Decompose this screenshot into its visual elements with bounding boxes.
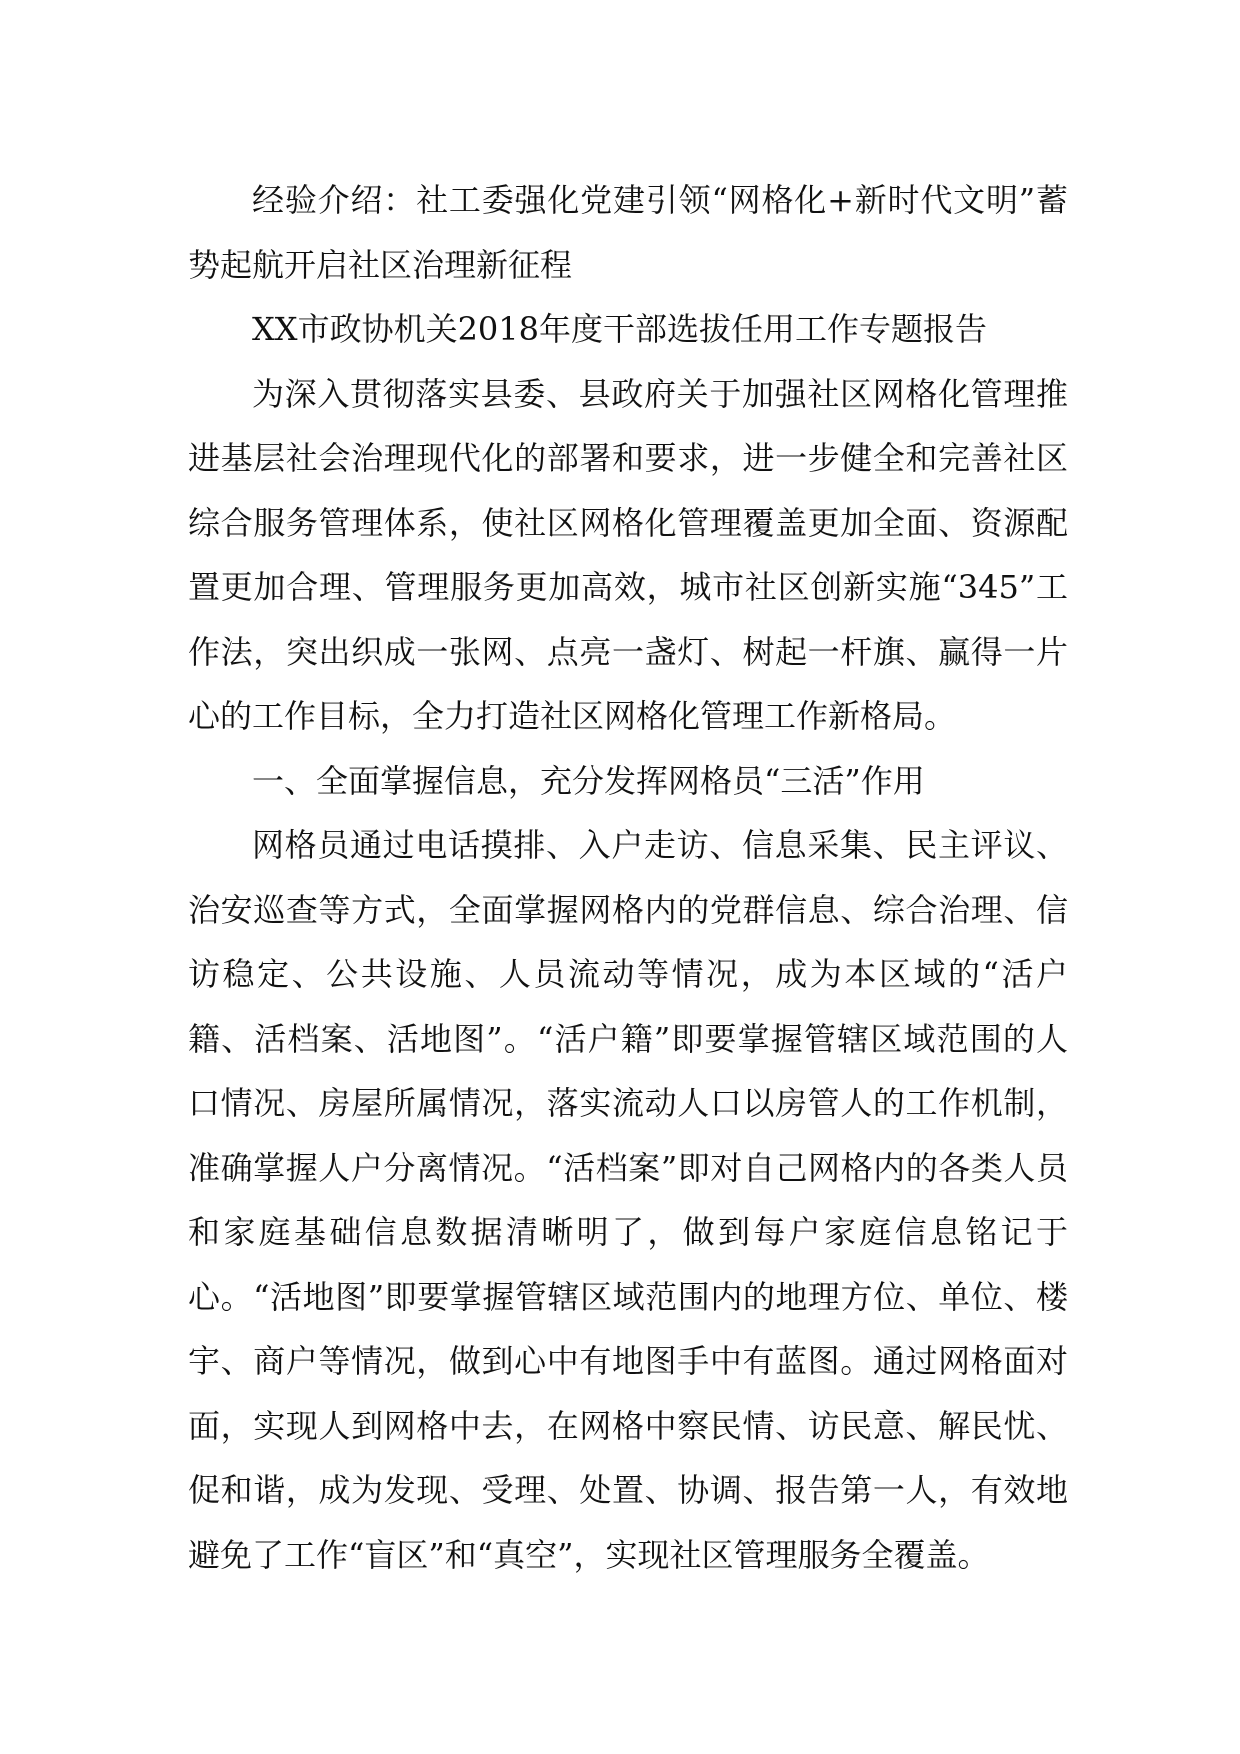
section-heading-1: 一、全面掌握信息，充分发挥网格员“三活”作用 bbox=[252, 761, 925, 800]
paragraph-section-1: 网格员通过电话摸排、入户走访、信息采集、民主评议、治安巡查等方式，全面掌握网格内的党群信息、综合治理、信访稳定、公共设施、人员流动等情况，成为本区域的“活户籍、活档案、活地图”。“活户籍”即要掌握管辖区域范围的人口情况、房屋所属情况，落实流动人口以房管人的工作机制，准确掌握人户分离情况。“活档案”即对自己网格内的各类人员和家庭基础信息数据清晰明了，做到每户家庭信息铭记于心。“活地图”即要掌握管辖区域范围内的地理方位、单位、楼宇、商户等情况，做到心中有地图手中有蓝图。通过网格面对面，实现人到网格中去，在网格中察民情、访民意、解民忧、促和谐，成为发现、受理、处置、协调、报告第一人，有效地避免了工作“盲区”和“真空”，实现社区管理服务全覆盖。 bbox=[188, 826, 1068, 1574]
document-subtitle: XX市政协机关2018年度干部选拔任用工作专题报告 bbox=[252, 310, 988, 348]
document-body bbox=[188, 168, 1068, 1587]
paragraph-intro: 为深入贯彻落实县委、县政府关于加强社区网格化管理推进基层社会治理现代化的部署和要求，进一步健全和完善社区综合服务管理体系，使社区网格化管理覆盖更加全面、资源配置更加合理、管理服务更加高效，城市社区创新实施“345”工作法，突出织成一张网、点亮一盏灯、树起一杆旗、赢得一片心的工作目标，全力打造社区网格化管理工作新格局。 bbox=[188, 374, 1068, 735]
document-title: 经验介绍：社工委强化党建引领“网格化+新时代文明”蓄势起航开启社区治理新征程 bbox=[188, 181, 1068, 284]
